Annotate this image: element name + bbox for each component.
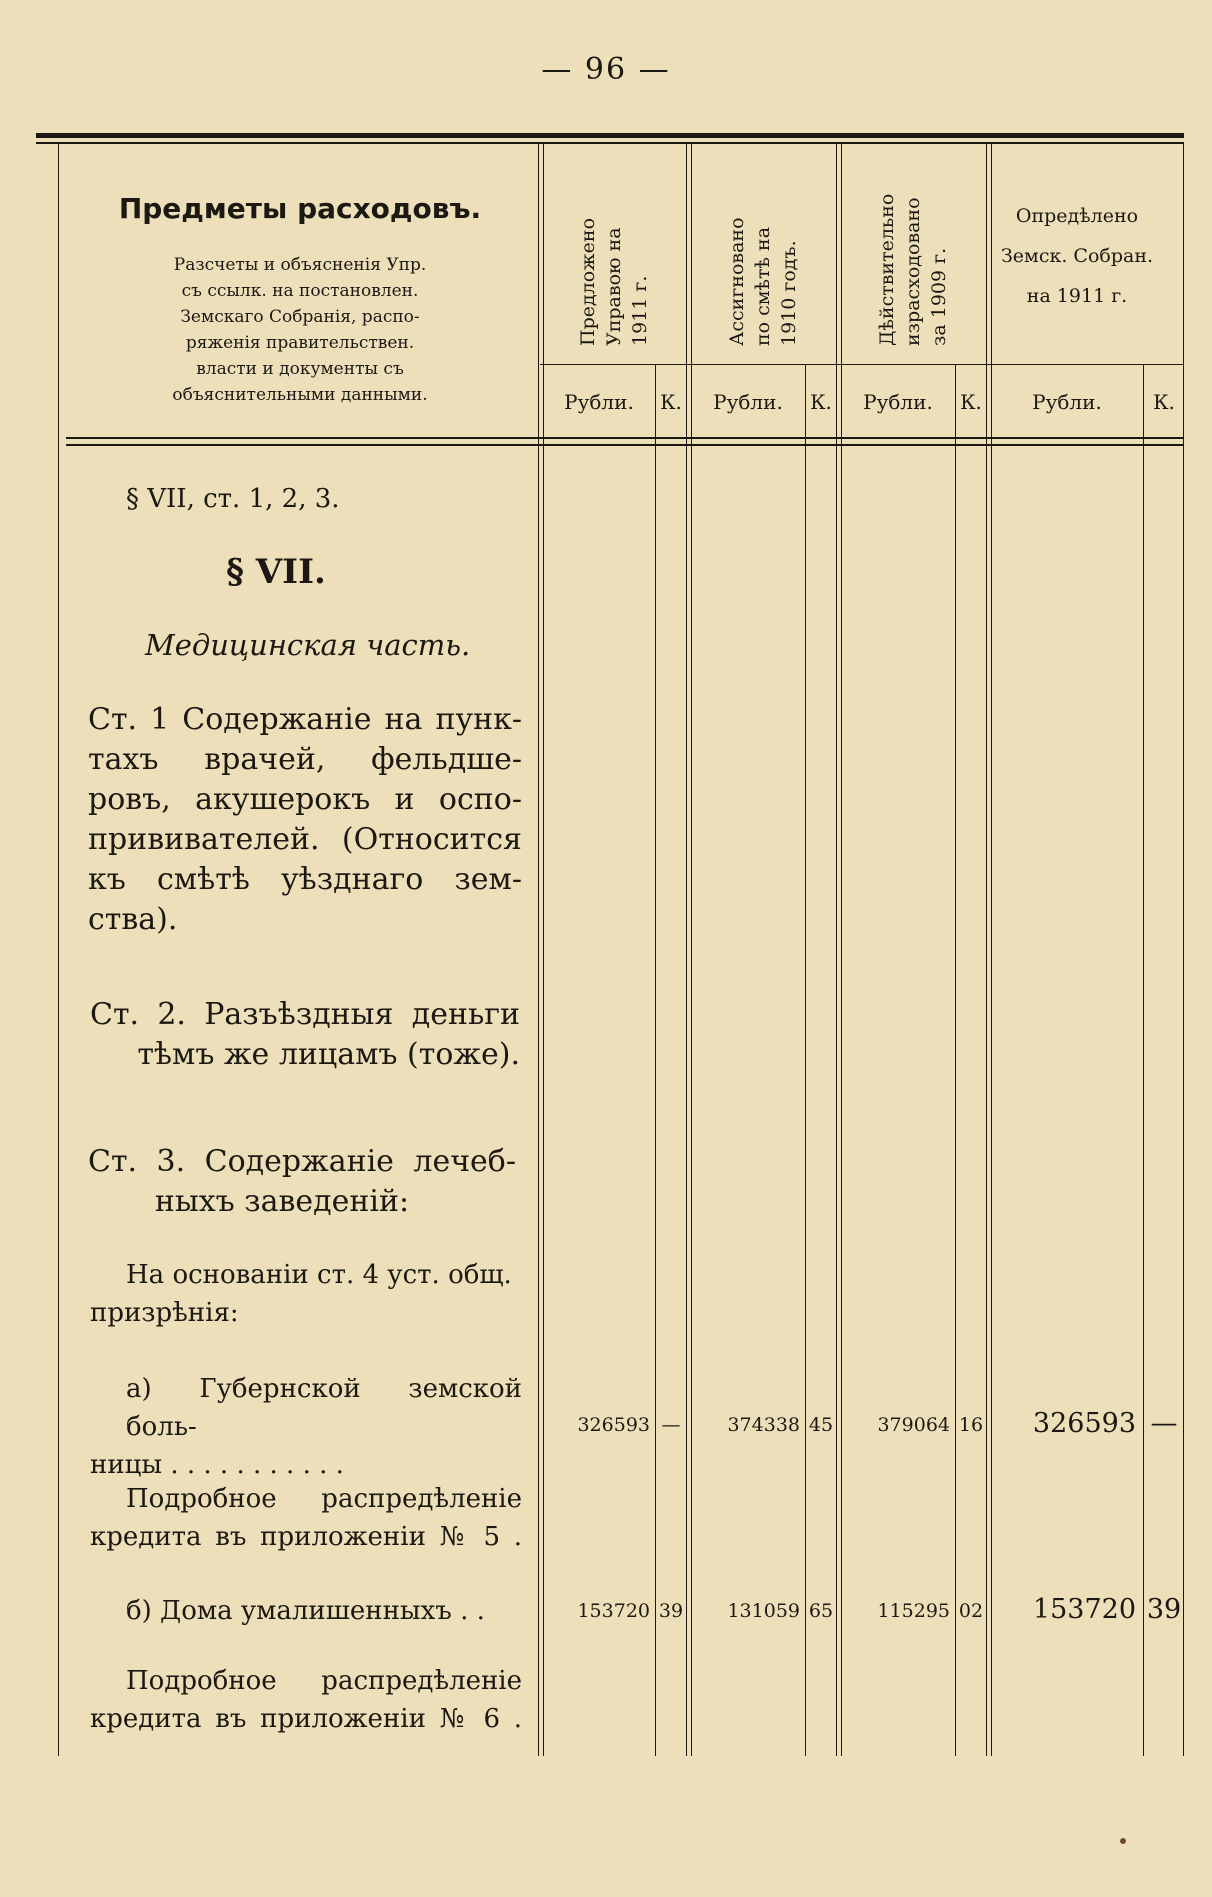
header-rule-2: [66, 444, 1184, 446]
column-divider-1: [538, 144, 544, 1756]
article-2: Ст. 2. Разъѣздныя деньги тѣмъ же лицамъ (тоже).: [90, 997, 520, 1072]
row-b-spent-rub: 115295: [877, 1600, 950, 1622]
page-number: — 96 —: [541, 52, 671, 87]
item-a: а) Губернской земской боль- ницы . . . . . . . . . . .: [90, 1374, 522, 1480]
row-b-assigned-kop: 65: [808, 1600, 834, 1622]
column-header-spent: Дѣйствительно израсходовано за 1909 г.: [876, 193, 950, 346]
header-subtitle: Разсчеты и объясненія Упр. съ ссылк. на постановлен. Земскаго Собранія, распо- ряженія правительствен. власти и документы съ объяснительными данными.: [172, 255, 428, 405]
unit-rub-3: Рубли.: [863, 390, 933, 414]
unit-kop-2: К.: [810, 390, 832, 414]
item-b: б) Дома умалишенныхъ . .: [126, 1596, 485, 1626]
kop-divider-2: [805, 364, 806, 1756]
row-b-decided-kop: 39: [1146, 1594, 1182, 1625]
paper-speck: [1120, 1838, 1126, 1844]
row-a-proposed-rub: 326593: [577, 1414, 650, 1436]
section-title: Медицинская часть.: [145, 628, 471, 662]
table-right-border: [1183, 144, 1184, 1756]
unit-kop-4: К.: [1153, 390, 1175, 414]
row-b-proposed-kop: 39: [658, 1600, 684, 1622]
row-a-decided-kop: —: [1150, 1408, 1178, 1439]
row-b-assigned-rub: 131059: [727, 1600, 800, 1622]
row-b-spent-kop: 02: [958, 1600, 984, 1622]
row-a-assigned-kop: 45: [808, 1414, 834, 1436]
article-1: Ст. 1 Содержаніе на пунк- тахъ врачей, фельдше- ровъ, акушерокъ и оспо- прививателей. (Относится къ смѣтѣ уѣзднаго зем- ства).: [88, 702, 522, 937]
note-a: Подробное распредѣленіе кредита въ приложеніи № 5 .: [90, 1484, 522, 1552]
header-title: Предметы расходовъ.: [118, 192, 482, 225]
unit-kop-3: К.: [960, 390, 982, 414]
kop-divider-4: [1143, 364, 1144, 1756]
row-a-assigned-rub: 374338: [727, 1414, 800, 1436]
units-rule: [540, 364, 1184, 365]
kop-divider-1: [655, 364, 656, 1756]
basis-text: На основаніи ст. 4 уст. общ. призрѣнія:: [90, 1260, 512, 1328]
row-b-proposed-rub: 153720: [577, 1600, 650, 1622]
note-b: Подробное распредѣленіе кредита въ приложеніи № 6 .: [90, 1666, 522, 1734]
section-heading: § VII.: [226, 552, 326, 592]
row-a-decided-rub: 326593: [1032, 1408, 1136, 1439]
unit-rub-4: Рубли.: [1032, 390, 1102, 414]
row-a-spent-rub: 379064: [877, 1414, 950, 1436]
column-header-assigned: Ассигновано по смѣтѣ на 1910 годъ.: [726, 217, 800, 346]
column-divider-4: [986, 144, 992, 1756]
article-3: Ст. 3. Содержаніе лечеб- ныхъ заведеній:: [88, 1144, 516, 1219]
column-header-proposed: Предложено Управою на 1911 г.: [577, 217, 651, 346]
unit-rub-1: Рубли.: [564, 390, 634, 414]
kop-divider-3: [955, 364, 956, 1756]
row-a-spent-kop: 16: [958, 1414, 984, 1436]
column-divider-3: [836, 144, 842, 1756]
row-a-proposed-kop: —: [661, 1414, 681, 1436]
table-left-border: [58, 144, 59, 1756]
unit-rub-2: Рубли.: [713, 390, 783, 414]
row-b-decided-rub: 153720: [1032, 1594, 1136, 1625]
column-header-decided: Опредѣлено Земск. Собран. на 1911 г.: [1000, 205, 1154, 307]
unit-kop-1: К.: [660, 390, 682, 414]
section-reference: § VII, ст. 1, 2, 3.: [126, 484, 340, 514]
header-rule-1: [66, 437, 1184, 439]
column-divider-2: [686, 144, 692, 1756]
